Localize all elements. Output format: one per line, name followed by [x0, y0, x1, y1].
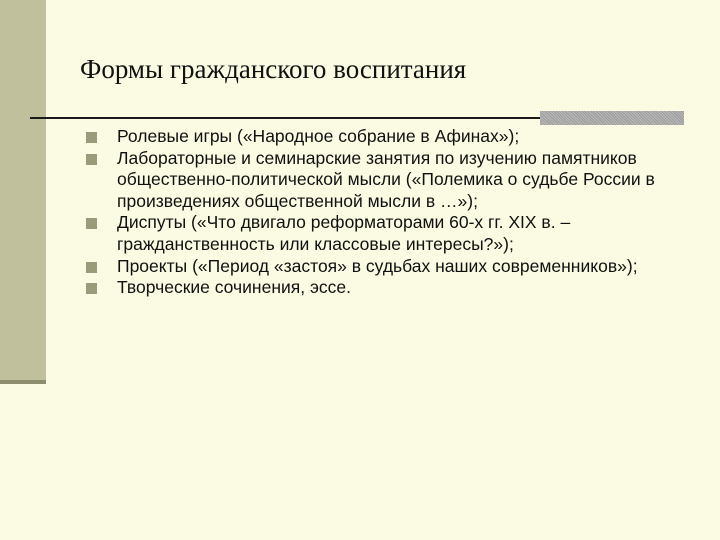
square-bullet-icon — [86, 154, 97, 165]
left-decorative-band — [0, 0, 46, 384]
square-bullet-icon — [86, 283, 97, 294]
square-bullet-icon — [86, 262, 97, 273]
bullet-item — [86, 256, 676, 278]
left-band-bottom-edge — [0, 380, 46, 384]
square-bullet-icon — [86, 218, 97, 229]
bullet-list — [86, 126, 676, 299]
bullet-item — [86, 148, 676, 213]
bullet-item — [86, 126, 676, 148]
bullet-item — [86, 277, 676, 299]
bullet-text: Ролевые игры («Народное собрание в Афинах»); — [117, 126, 520, 146]
bullet-text: Лабораторные и семинарские занятия по изучению памятников общественно-политической мысли («Полемика о судьбе России в произведениях общественной мысли в …»); — [117, 147, 655, 211]
square-bullet-icon — [86, 132, 97, 143]
bullet-text: Диспуты («Что двигало реформаторами 60-х гг. XIX в. – гражданственность или классовые интересы?»); — [117, 212, 571, 254]
bullet-item — [86, 212, 676, 255]
title-underline-accent — [540, 111, 684, 125]
bullet-text: Проекты («Период «застоя» в судьбах наших современников»); — [117, 255, 638, 276]
bullet-text: Творческие сочинения, эссе. — [117, 277, 351, 298]
title-underline — [30, 117, 540, 119]
slide-title: Формы гражданского воспитания — [80, 54, 467, 84]
